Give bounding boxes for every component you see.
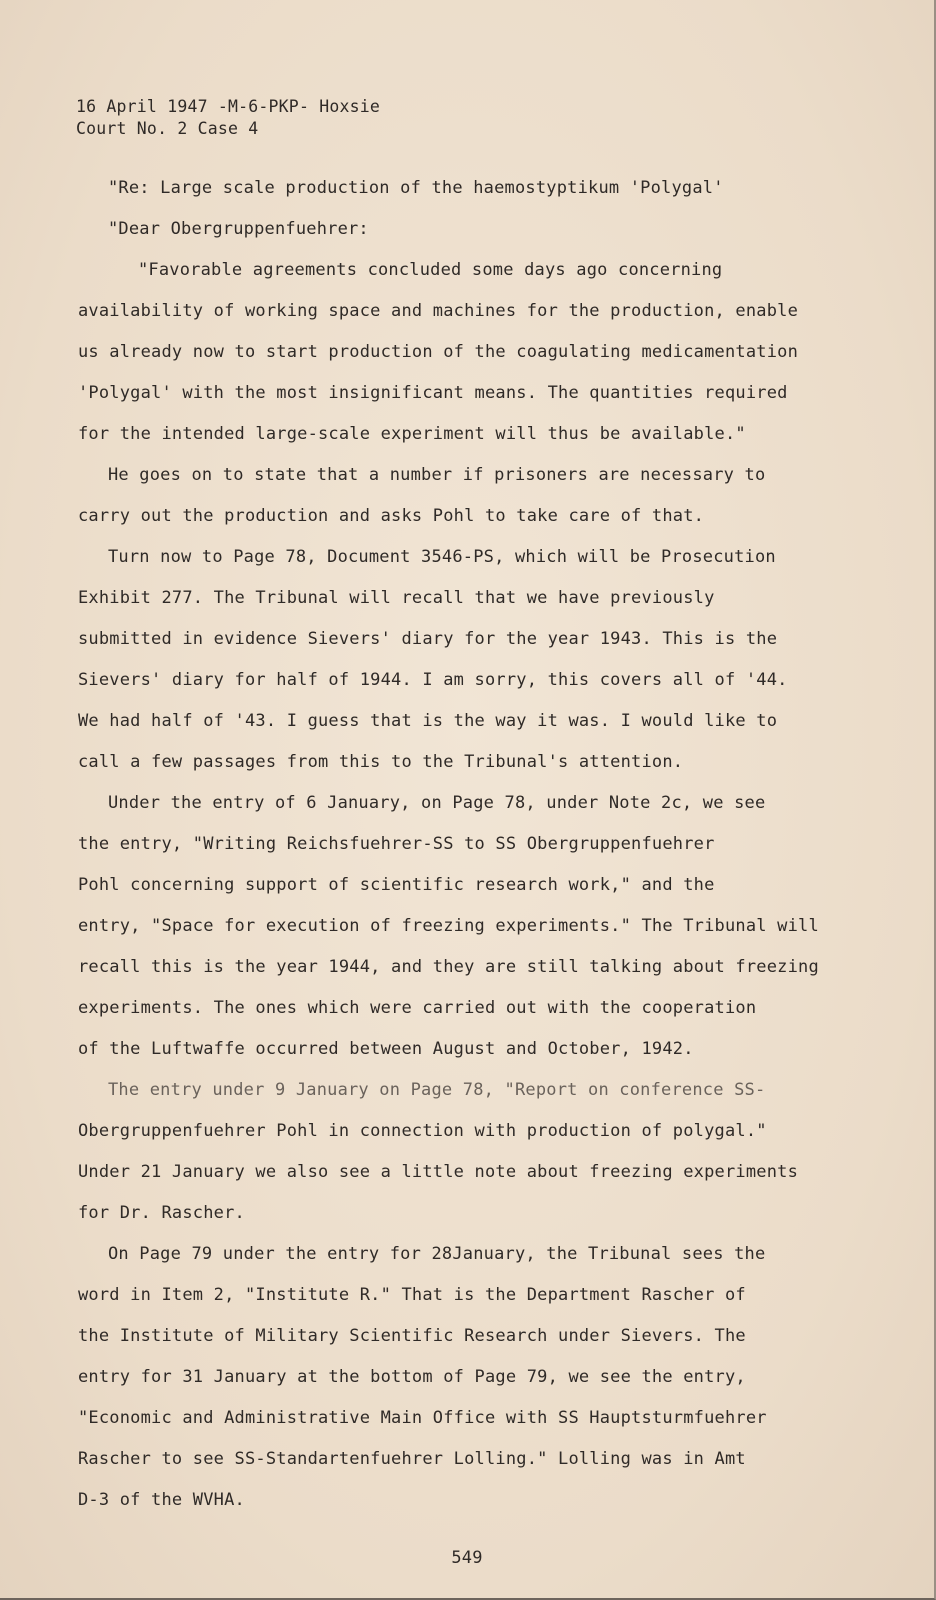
text-line: word in Item 2, "Institute R." That is the Department Rascher of <box>78 1285 746 1305</box>
text-line: recall this is the year 1944, and they are still talking about freezing <box>78 957 819 977</box>
text-line: experiments. The ones which were carried out with the cooperation <box>78 998 757 1018</box>
text-line: Turn now to Page 78, Document 3546-PS, which will be Prosecution <box>108 547 776 567</box>
text-line: We had half of '43. I guess that is the way it was. I would like to <box>78 711 778 731</box>
text-line: entry for 31 January at the bottom of Page 79, we see the entry, <box>78 1367 746 1387</box>
text-line: Rascher to see SS-Standartenfuehrer Lolling." Lolling was in Amt <box>78 1449 746 1469</box>
text-line: Sievers' diary for half of 1944. I am sorry, this covers all of '44. <box>78 670 788 690</box>
header-date-line: 16 April 1947 -M-6-PKP- Hoxsie <box>76 97 381 116</box>
document-body <box>78 178 818 1531</box>
text-line: the Institute of Military Scientific Research under Sievers. The <box>78 1326 746 1346</box>
text-line: "Re: Large scale production of the haemostyptikum 'Polygal' <box>108 178 724 198</box>
text-line: He goes on to state that a number if prisoners are necessary to <box>108 465 766 485</box>
text-line: entry, "Space for execution of freezing experiments." The Tribunal will <box>78 916 819 936</box>
text-line: carry out the production and asks Pohl to take care of that. <box>78 506 705 526</box>
text-line: "Dear Obergruppenfuehrer: <box>108 219 369 239</box>
text-line: for the intended large-scale experiment will thus be available." <box>78 424 746 444</box>
text-line: The entry under 9 January on Page 78, "Report on conference SS- <box>108 1080 766 1100</box>
text-line: for Dr. Rascher. <box>78 1203 245 1223</box>
text-line: of the Luftwaffe occurred between August and October, 1942. <box>78 1039 694 1059</box>
text-line: "Economic and Administrative Main Office with SS Hauptsturmfuehrer <box>78 1408 767 1428</box>
text-line: us already now to start production of the coagulating medicamentation <box>78 342 799 362</box>
document-header <box>76 96 380 140</box>
header-court-line: Court No. 2 Case 4 <box>76 119 259 138</box>
page-number: 549 <box>451 1548 483 1568</box>
text-line: "Favorable agreements concluded some days ago concerning <box>138 260 723 280</box>
text-line: On Page 79 under the entry for 28January, the Tribunal sees the <box>108 1244 766 1264</box>
text-line: 'Polygal' with the most insignificant means. The quantities required <box>78 383 788 403</box>
text-line: Pohl concerning support of scientific research work," and the <box>78 875 715 895</box>
text-line: Under 21 January we also see a little note about freezing experiments <box>78 1162 799 1182</box>
text-line: D-3 of the WVHA. <box>78 1490 245 1510</box>
text-line: availability of working space and machines for the production, enable <box>78 301 799 321</box>
text-line: call a few passages from this to the Tribunal's attention. <box>78 752 684 772</box>
text-line: the entry, "Writing Reichsfuehrer-SS to SS Obergruppenfuehrer <box>78 834 715 854</box>
text-line: submitted in evidence Sievers' diary for the year 1943. This is the <box>78 629 778 649</box>
text-line: Under the entry of 6 January, on Page 78, under Note 2c, we see <box>108 793 766 813</box>
text-line: Obergruppenfuehrer Pohl in connection with production of polygal." <box>78 1121 767 1141</box>
text-line: Exhibit 277. The Tribunal will recall that we have previously <box>78 588 715 608</box>
